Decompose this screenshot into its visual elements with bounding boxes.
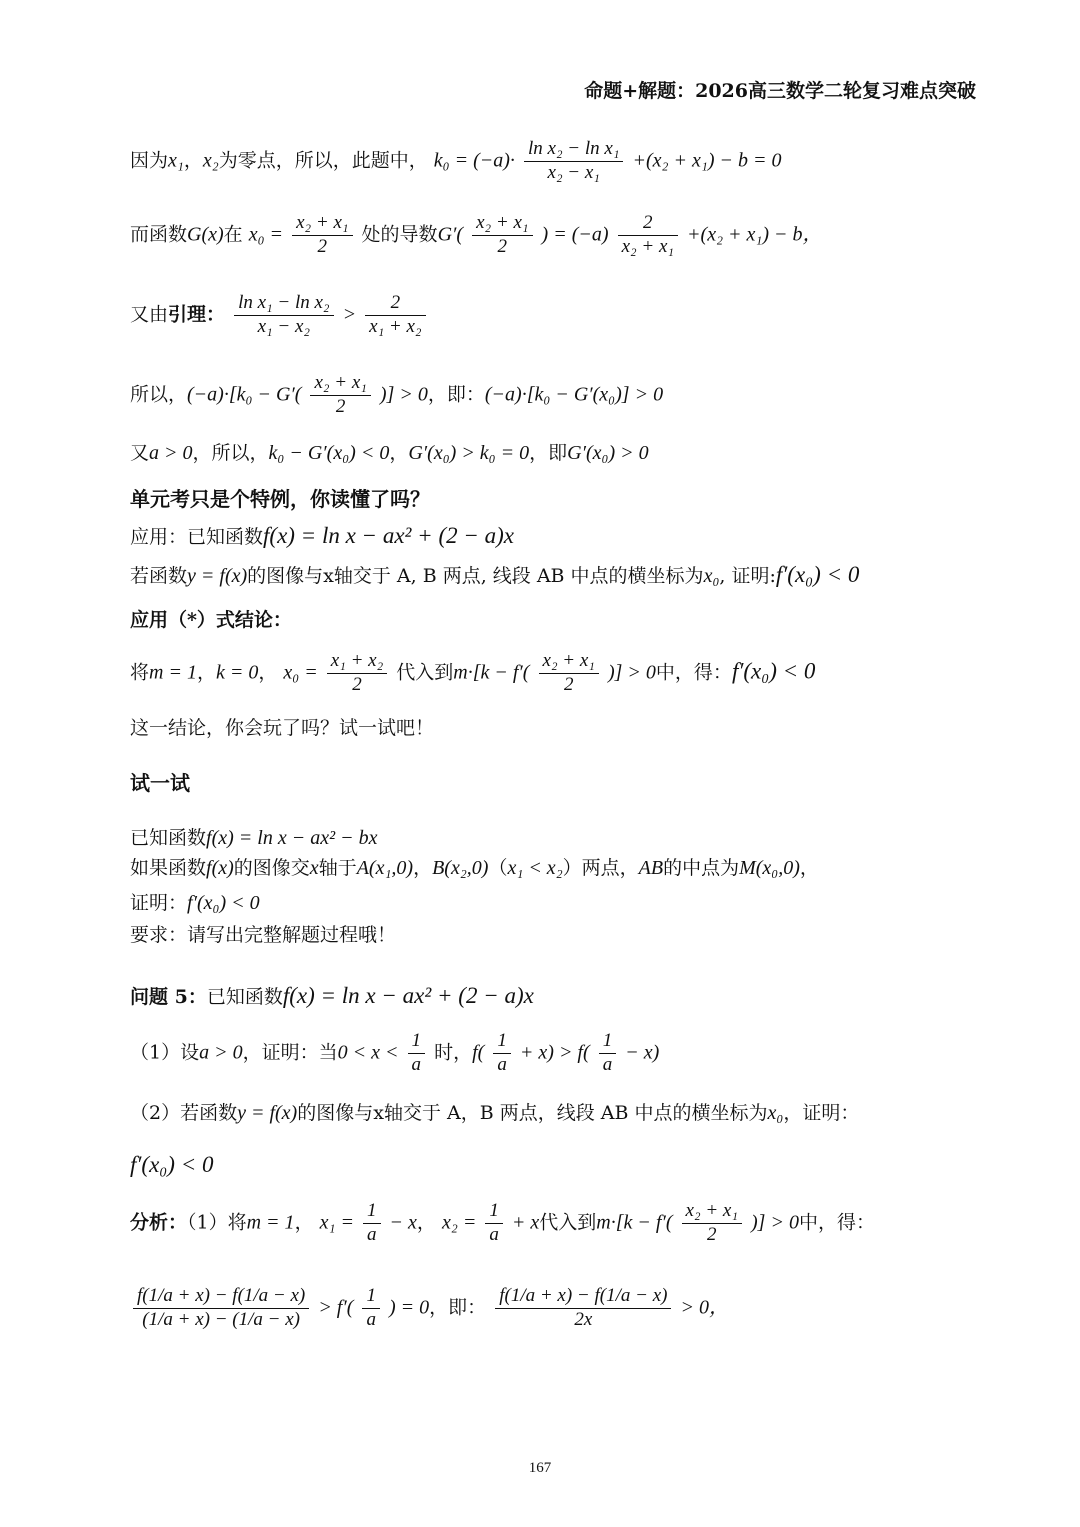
fraction: $\frac{\text{ln x₁ − ln x₂}}{\text{x₁ − x₂}}$ bbox=[234, 292, 333, 339]
fraction: $\frac{1}{a}$ bbox=[408, 1030, 426, 1077]
line-conclusion: 又a > 0，所以，k₀ − G′(x₀) < 0，G′(x₀) > k₀ = 0，即G′(x₀) > 0 bbox=[130, 442, 649, 464]
line-therefore: 所以，(−a)·[k₀ − G′( $\frac{\text{x₂ + x₁}}{2}$ )] > 0，即：(−a)·[k₀ − G′(x₀)] > 0 bbox=[130, 372, 664, 417]
fraction: $\frac{\text{x₂ + x₁}}{2}$ bbox=[472, 212, 532, 259]
line-lemma: 又由引理： $\frac{\text{ln x₁ − ln x₂}}{\text{x₁ − x₂}}$ > $\frac{2}{\text{x₁ + x₂}}$ bbox=[130, 292, 980, 339]
line-problem5: 问题 5：已知函数f(x) = ln x − ax² + (2 − a)x bbox=[130, 983, 534, 1008]
section-heading: 单元考只是个特例，你读懂了吗？ bbox=[130, 487, 430, 511]
section-heading-apply: 应用（*）式结论： bbox=[130, 609, 292, 631]
fraction: $\frac{2}{\text{x₁ + x₂}}$ bbox=[365, 292, 425, 339]
fraction: $\frac{\text{x₂ + x₁}}{2}$ bbox=[292, 212, 352, 259]
section-heading-try: 试一试 bbox=[130, 771, 190, 795]
line-result: $\frac{f(1/a + x) - f(1/a - x)}{(1/a + x) - (1/a - x)}$ > f′( $\frac{1}{a}$ ) = 0，即： $\frac{f(1/a + x) - f(1/a - x)}{2x}$ > 0， bbox=[130, 1285, 980, 1332]
line-given: 已知函数f(x) = ln x − ax² − bx bbox=[130, 827, 378, 849]
fraction: $\frac{\text{x₂ + x₁}}{2}$ bbox=[310, 372, 370, 419]
page-header: 命题+解题：2026高三数学二轮复习难点突破 bbox=[584, 80, 976, 102]
fraction: $\frac{1}{a}$ bbox=[493, 1030, 511, 1077]
line-requirement: 要求：请写出完整解题过程哦！ bbox=[130, 924, 397, 946]
fraction: $\frac{f(1/a + x) - f(1/a - x)}{(1/a + x) - (1/a - x)}$ bbox=[133, 1285, 309, 1332]
fraction: $\frac{f(1/a + x) - f(1/a - x)}{2x}$ bbox=[495, 1285, 671, 1332]
fraction: $\frac{\text{x₂ + x₁}}{2}$ bbox=[682, 1200, 742, 1247]
line-if: 如果函数f(x)的图像交x轴于A(x₁,0)，B(x₂,0)（x₁ < x₂）两点，AB的中点为M(x₀,0)， bbox=[130, 857, 819, 879]
fraction: $\frac{\text{ln x₂ − ln x₁}}{\text{x₂ − x₁}}$ bbox=[524, 138, 623, 185]
line-application: 应用：已知函数f(x) = ln x − ax² + (2 − a)x bbox=[130, 523, 514, 548]
line-application-claim: 若函数y = f(x)的图像与x轴交于 A, B 两点, 线段 AB 中点的横坐标为x₀, 证明:f′(x₀) < 0 bbox=[130, 562, 860, 587]
fraction: $\frac{1}{a}$ bbox=[363, 1200, 381, 1247]
line-analysis: 分析：（1）将m = 1， x₁ = $\frac{1}{a}$ − x， x₂ = $\frac{1}{a}$ + x代入到m·[k − f′( $\frac{\text{x₂ + x₁}}{2}$ )] > 0中，得： bbox=[130, 1200, 875, 1245]
line-zero-points: 因为x₁，x₂为零点，所以，此题中， k₀ = (−a)· $\frac{\text{ln x₂ − ln x₁}}{\text{x₂ − x₁}}$ +(x₂ + x₁) − b = 0 bbox=[130, 138, 782, 183]
line-derivative: 而函数G(x)在 x₀ = $\frac{\text{x₂ + x₁}}{2}$ 处的导数G′( $\frac{\text{x₂ + x₁}}{2}$ ) = (−a) $\frac{2}{\text{x₂ + x₁}}$ +(x₂ + x₁) − b， bbox=[130, 212, 823, 257]
line-prove: 证明：f′(x₀) < 0 bbox=[130, 892, 260, 914]
fraction: $\frac{2}{\text{x₂ + x₁}}$ bbox=[618, 212, 678, 259]
fraction: $\frac{1}{a}$ bbox=[485, 1200, 503, 1247]
fraction: $\frac{1}{a}$ bbox=[599, 1030, 617, 1077]
line-part2-claim: f′(x₀) < 0 bbox=[130, 1152, 214, 1177]
line-substitute: 将m = 1，k = 0， x₀ = $\frac{\text{x₁ + x₂}}{2}$ 代入到m·[k − f′( $\frac{\text{x₂ + x₁}}{2}$ )] > 0中，得：f′(x₀) < 0 bbox=[130, 650, 816, 695]
page-number: 167 bbox=[528, 1460, 552, 1476]
fraction: $\frac{1}{a}$ bbox=[362, 1285, 380, 1332]
line-try: 这一结论，你会玩了吗？试一试吧！ bbox=[130, 717, 435, 739]
line-part1: （1）设a > 0，证明：当0 < x < $\frac{1}{a}$ 时，f( $\frac{1}{a}$ + x) > f( $\frac{1}{a}$ − x) bbox=[130, 1030, 660, 1075]
fraction: $\frac{\text{x₂ + x₁}}{2}$ bbox=[539, 650, 599, 697]
line-part2: （2）若函数y = f(x)的图像与x轴交于 A，B 两点，线段 AB 中点的横坐标为x₀，证明： bbox=[130, 1102, 860, 1124]
fraction: $\frac{\text{x₁ + x₂}}{2}$ bbox=[327, 650, 387, 697]
